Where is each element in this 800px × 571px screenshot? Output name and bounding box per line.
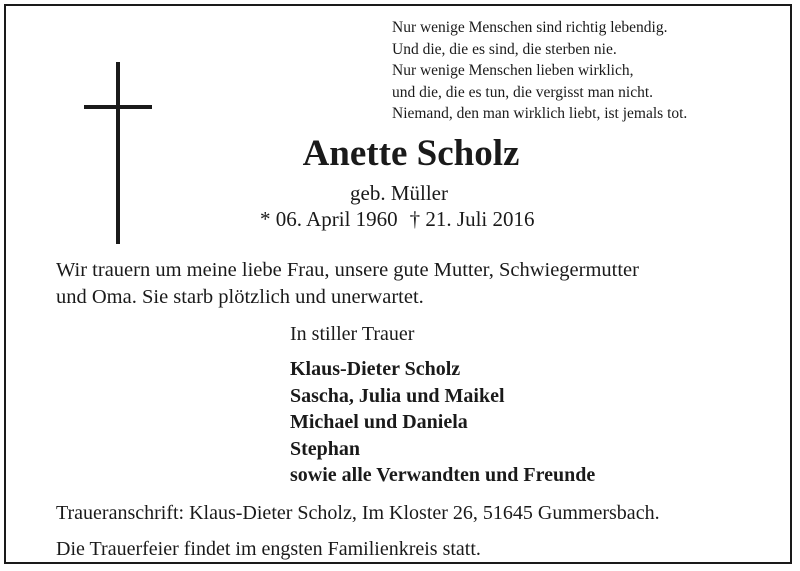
mourning-heading: In stiller Trauer (290, 323, 415, 345)
message-line: Wir trauern um meine liebe Frau, unsere gute Mutter, Schwiegermutter (56, 259, 639, 281)
quote-line: Nur wenige Menschen lieben wirklich, (392, 62, 634, 79)
quote-line: und die, die es tun, die vergisst man nicht. (392, 83, 654, 101)
quote-line: Nur wenige Menschen sind richtig lebendig. (392, 19, 668, 36)
mourner-entry: Michael und Daniela (290, 411, 468, 433)
life-dates (260, 207, 535, 232)
memorial-quote (392, 17, 687, 125)
birth-date: * 06. April 1960 (260, 207, 398, 231)
mourner-entry: sowie alle Verwandten und Freunde (290, 464, 596, 486)
service-note: Die Trauerfeier findet im engsten Familienkreis statt. (56, 538, 481, 560)
mourner-entry: Stephan (290, 437, 361, 460)
mourner-entry: Sascha, Julia und Maikel (290, 384, 505, 407)
mourners-list (290, 356, 595, 489)
mourning-address: Traueranschrift: Klaus-Dieter Scholz, Im Kloster 26, 51645 Gummersbach. (56, 502, 660, 524)
obituary-notice (4, 4, 792, 564)
death-date: † 21. Juli 2016 (409, 207, 535, 231)
deceased-name: Anette Scholz (302, 133, 520, 174)
mourner-entry: Klaus-Dieter Scholz (290, 358, 461, 380)
quote-line: Und die, die es sind, die sterben nie. (392, 40, 617, 58)
mourning-message (56, 257, 639, 311)
cross-icon (6, 6, 206, 256)
message-line: und Oma. Sie starb plötzlich und unerwartet. (56, 286, 424, 308)
quote-line: Niemand, den man wirklich liebt, ist jemals tot. (392, 105, 688, 122)
maiden-name: geb. Müller (350, 181, 448, 205)
